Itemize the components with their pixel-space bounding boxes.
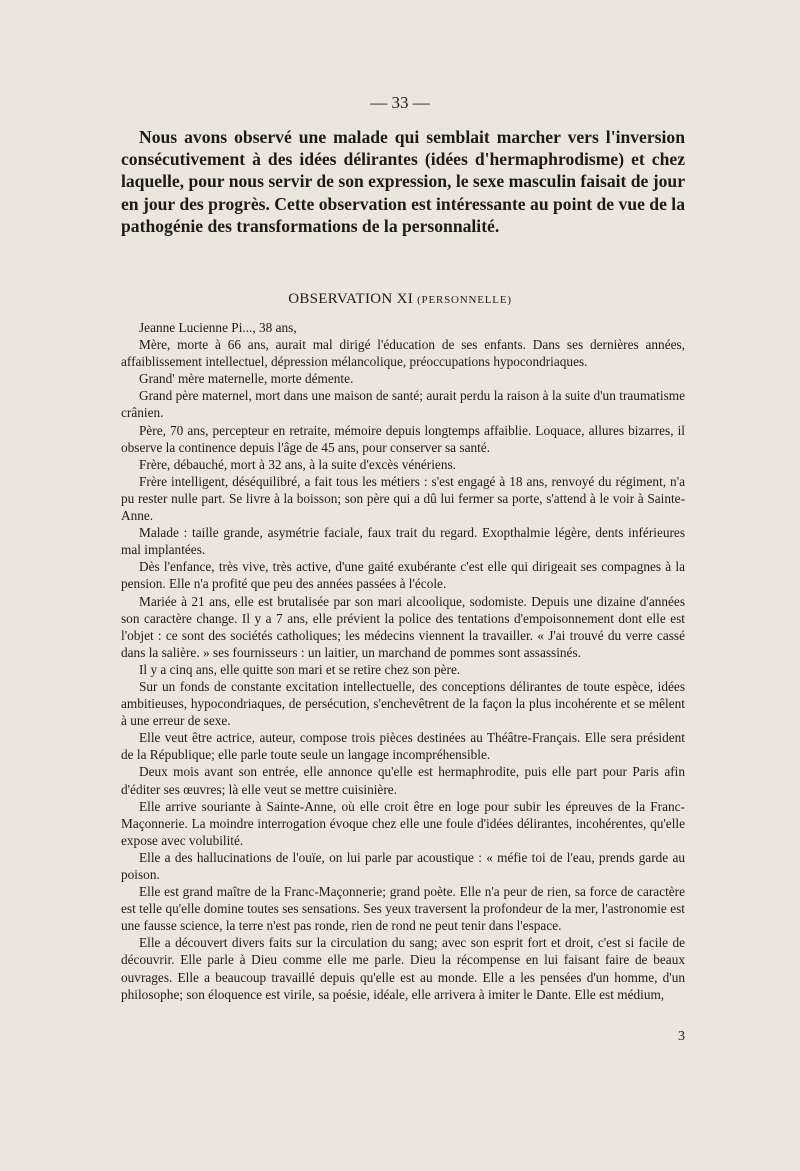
observation-subtitle: (PERSONNELLE)	[417, 294, 512, 306]
page-number: — 33 —	[370, 93, 430, 112]
intro-paragraph: Nous avons observé une malade qui semblait marcher vers l'inversion consécutivement à des idées délirantes (idées d'hermaphrodisme) et chez laquelle, pour nous servir de son expression, le sexe masculin faisait de jour en jour des progrès. Cette observation est intéressante au point de vue de la pathogénie des transformations de la personnalité.	[121, 127, 686, 236]
body-paragraph: Elle a découvert divers faits sur la circulation du sang; avec son esprit fort et droit, c'est si facile de découvrir. Elle parle à Dieu comme elle me parle. Dieu la récompense en lui faisant faire de beaux ouvrages. Elle a beaucoup travaillé depuis qu'elle est au monde. Elle a les pensées d'un homme, d'un philosophe; son éloquence est virile, sa poésie, idéale, elle arrivera à imiter le Dante. Elle est médium,	[121, 935, 685, 1002]
body-paragraph: Frère, débauché, mort à 32 ans, à la suite d'excès vénériens.	[139, 456, 456, 472]
body-paragraph: Malade : taille grande, asymétrie faciale, faux trait du regard. Exopthalmie légère, dents inférieures mal implantées.	[121, 525, 685, 558]
body-paragraph: Grand' mère maternelle, morte démente.	[139, 371, 354, 387]
body-paragraph: Deux mois avant son entrée, elle annonce qu'elle est hermaphrodite, puis elle part pour Paris afin d'éditer ses œuvres; là elle veut se mettre cuisinière.	[121, 764, 685, 797]
body-paragraph: Grand père maternel, mort dans une maison de santé; aurait perdu la raison à la suite d'un traumatisme crânien.	[121, 388, 685, 421]
body-paragraph: Mère, morte à 66 ans, aurait mal dirigé l'éducation de ses enfants. Dans ses dernières années, affaiblissement intellectuel, dépression mélancolique, préoccupations hypocondriaques.	[121, 337, 685, 370]
observation-heading	[0, 291, 800, 308]
observation-title: OBSERVATION XI	[288, 291, 414, 307]
body-paragraph: Elle veut être actrice, auteur, compose trois pièces destinées au Théâtre-Français. Elle sera président de la République; elle parle toute seule un langage incompréhensible.	[121, 730, 685, 763]
body-paragraph: Dès l'enfance, très vive, très active, d'une gaité exubérante c'est elle qui dirigeait ses compagnes à la pension. Elle n'a profité que peu des années passées à l'école.	[121, 559, 685, 592]
body-paragraph: Jeanne Lucienne Pi..., 38 ans,	[139, 320, 297, 335]
body-paragraph: Sur un fonds de constante excitation intellectuelle, des conceptions délirantes de toute espèce, idées ambitieuses, hypocondriaques, de persécution, s'enchevêtrent de la façon la plus incohérente et se mêlent à une erreur de sexe.	[121, 678, 685, 729]
body-paragraph: Elle a des hallucinations de l'ouïe, on lui parle par acoustique : « méfie toi de l'eau, prends garde au poison.	[121, 849, 685, 882]
observation-body	[121, 319, 685, 1003]
body-paragraph: Elle est grand maître de la Franc-Maçonnerie; grand poète. Elle n'a peur de rien, sa force de caractère est telle qu'elle domine toutes ses sensations. Ses yeux traversent la profondeur de la mer, l'astronomie est une fausse science, la terre n'est pas ronde, rien de rond ne peut tenir dans l'espace.	[121, 884, 685, 934]
body-paragraph: Frère intelligent, déséquilibré, a fait tous les métiers : s'est engagé à 18 ans, renvoyé du régiment, n'a pu rester nulle part. Se livre à la boisson; son père qui a dû lui fermer sa porte, s'attend à le voir à Sainte-Anne.	[121, 473, 685, 524]
body-paragraph: Elle arrive souriante à Sainte-Anne, où elle croit être en loge pour subir les épreuves de la Franc-Maçonnerie. La moindre interrogation évoque chez elle une foule d'idées délirantes, incohérentes, qu'elle expose avec volubilité.	[121, 798, 685, 848]
body-paragraph: Père, 70 ans, percepteur en retraite, mémoire depuis longtemps affaiblie. Loquace, allures bizarres, il observe la continence depuis l'âge de 45 ans, pour conserver sa santé.	[121, 422, 685, 455]
body-paragraph: Mariée à 21 ans, elle est brutalisée par son mari alcoolique, sodomiste. Depuis une dizaine d'années son caractère change. Il y a 7 ans, elle prévient la police des tentations d'empoisonnement dont elle est l'objet : ce sont des sociétés catholiques; les médecins viennent la travailler. « J'ai trouvé du verre cassé dans la salière. » ses fournisseurs : un laitier, un marchand de pommes sont assassinés.	[121, 593, 685, 660]
signature-mark: 3	[678, 1029, 685, 1044]
body-paragraph: Il y a cinq ans, elle quitte son mari et se retire chez son père.	[139, 661, 461, 677]
